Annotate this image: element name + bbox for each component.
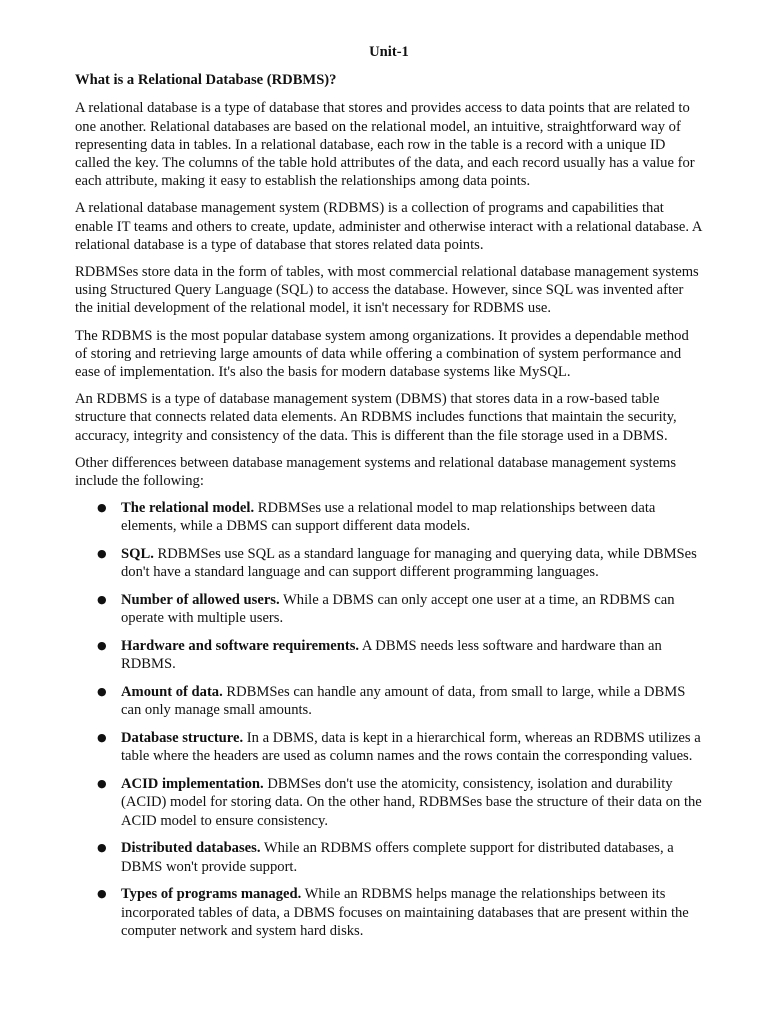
list-item [75,683,703,719]
paragraph-relational-database: A relational database is a type of database that stores and provides access to data points that are related to one another. Relational databases are based on the relational model, an intuitive, straightforward way of representing data in tables. In a relational database, each row in the table is a record with a unique ID called the key. The columns of the table hold attributes of the data, and each record usually has a value for each attribute, making it easy to establish the relationships among data points. [75,100,695,190]
list-item [75,885,703,940]
list-item-text: DBMSes don't use the atomicity, consistency, isolation and durability (ACID) model for storing data. On the other hand, RDBMSes base the structure of their data on the ACID model to ensure consistency. [121,776,702,829]
list-item-term: Types of programs managed. [121,886,302,903]
list-item-term: Number of allowed users. [121,592,280,609]
list-item-term: Database structure. [121,730,244,747]
bullet-icon: ● [97,887,107,901]
list-item [75,775,703,830]
list-item-term: The relational model. [121,500,255,517]
list-item-text: While a DBMS can only accept one user at a time, an RDBMS can operate with multiple users. [121,592,675,627]
bullet-icon: ● [97,685,107,699]
bullet-icon: ● [97,841,107,855]
list-item-text: In a DBMS, data is kept in a hierarchical form, whereas an RDBMS utilizes a table where the headers are used as column names and the rows contain the corresponding values. [121,730,701,765]
bullet-icon: ● [97,777,107,791]
list-item-term: Hardware and software requirements. [121,638,360,655]
differences-list [75,499,703,940]
paragraph-popularity: The RDBMS is the most popular database system among organizations. It provides a dependable method of storing and retrieving large amounts of data while offering a combination of system performance and ease of implementation. It's also the basis for modern database systems like MySQL. [75,327,689,381]
unit-title: Unit-1 [369,44,409,60]
paragraph-differences-intro: Other differences between database management systems and relational database management systems include the following: [75,454,677,490]
paragraph-rdbms-definition: A relational database management system (RDBMS) is a collection of programs and capabilities that enable IT teams and others to create, update, administer and otherwise interact with a relational database. A relational database is a type of database that stores related data points. [75,200,702,253]
list-item-text: RDBMSes can handle any amount of data, from small to large, while a DBMS can only manage small amounts. [121,684,686,719]
paragraph-rdbms-vs-dbms: An RDBMS is a type of database management system (DBMS) that stores data in a row-based table structure that connects related data elements. An RDBMS includes functions that maintain the security, accuracy, integrity and consistency of the data. This is different than the file storage used in a DBMS. [75,391,677,444]
list-item [75,499,703,535]
list-item-term: ACID implementation. [121,776,264,793]
list-item [75,545,703,581]
list-item [75,637,703,673]
section-heading: What is a Relational Database (RDBMS)? [75,72,337,89]
list-item-text: While an RDBMS offers complete support for distributed databases, a DBMS won't provide support. [121,840,674,875]
list-item [75,839,703,875]
paragraph-sql-usage: RDBMSes store data in the form of tables, with most commercial relational database management systems using Structured Query Language (SQL) to access the database. However, since SQL was invented after the initial development of the relational model, it isn't necessary for RDBMS use. [75,264,699,317]
list-item-term: Amount of data. [121,684,223,701]
bullet-icon: ● [97,639,107,653]
list-item-text: RDBMSes use SQL as a standard language for managing and querying data, while DBMSes don't have a standard language and can support different programming languages. [121,546,697,581]
document-page [75,43,703,950]
list-item [75,729,703,765]
list-item [75,591,703,627]
bullet-icon: ● [97,501,107,515]
bullet-icon: ● [97,731,107,745]
list-item-text: RDBMSes use a relational model to map relationships between data elements, while a DBMS can support different data models. [121,500,656,535]
bullet-icon: ● [97,547,107,561]
list-item-text: A DBMS needs less software and hardware than an RDBMS. [121,638,662,673]
list-item-term: Distributed databases. [121,840,261,857]
list-item-text: While an RDBMS helps manage the relationships between its incorporated tables of data, a DBMS focuses on maintaining databases that are present within the computer network and system hard disks. [121,886,689,939]
list-item-term: SQL. [121,546,154,563]
bullet-icon: ● [97,593,107,607]
